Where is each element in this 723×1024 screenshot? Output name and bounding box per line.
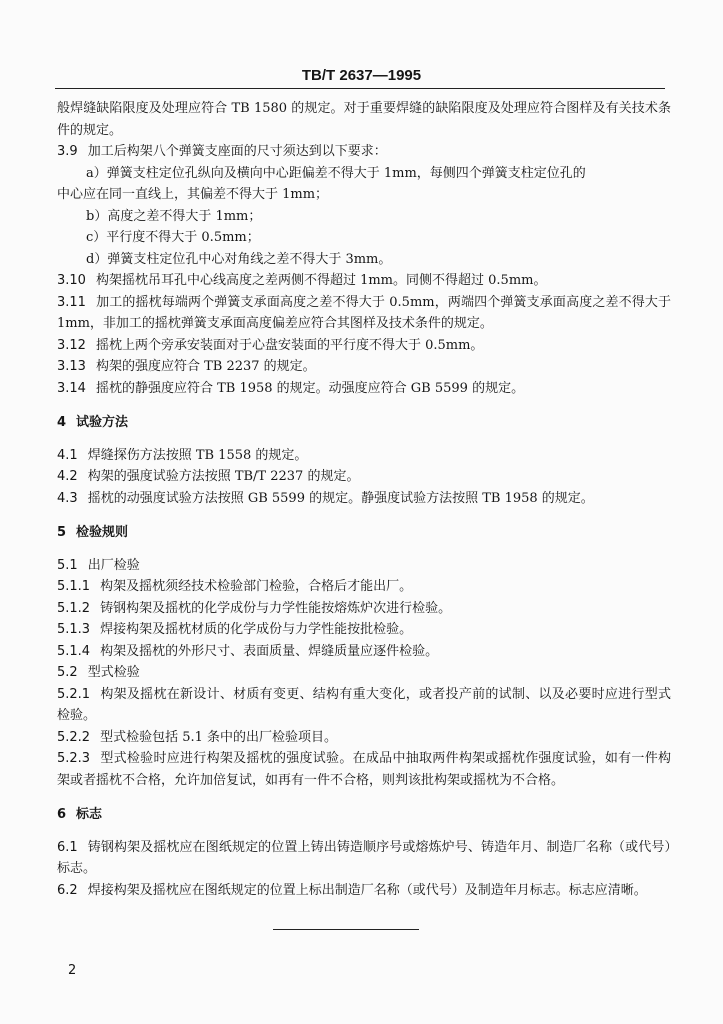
clause <box>57 837 671 880</box>
clause-number: 3.10 <box>57 273 86 288</box>
clause-text: 加工的摇枕每端两个弹簧支承面高度之差不得大于 0.5mm，两端四个弹簧支承面高度之差不得大于 1mm，非加工的摇枕弹簧支承面高度偏差应符合其图样及技术条件的规定。 <box>57 294 671 331</box>
clause-number: 5.2.3 <box>57 751 91 766</box>
clause <box>57 555 671 577</box>
clause-text: 标志 <box>76 807 103 822</box>
clause <box>57 576 671 598</box>
clause-number: 5.2.1 <box>57 686 91 702</box>
clause-text: 型式检验 <box>87 665 140 680</box>
clause-text: 铸钢构架及摇枕应在图纸规定的位置上铸出铸造顺序号或熔炼炉号、铸造年月、制造厂名称（或代号）标志。 <box>57 839 671 876</box>
clause-text: 构架的强度应符合 TB 2237 的规定。 <box>95 359 316 374</box>
clause-number: 5.1.2 <box>57 600 91 616</box>
clause-text: a）弹簧支柱定位孔纵向及横向中心距偏差不得大于 1mm，每侧四个弹簧支柱定位孔的 <box>86 165 586 181</box>
clause <box>57 727 671 749</box>
clause <box>57 356 671 378</box>
clause-text: 构架及摇枕须经技术检验部门检验，合格后才能出厂。 <box>100 579 413 594</box>
clause-text: 型式检验包括 5.1 条中的出厂检验项目。 <box>100 729 338 745</box>
clause-number: 4.1 <box>57 447 78 463</box>
clause-number: 6.1 <box>57 839 78 855</box>
clause <box>57 880 671 902</box>
clause-text: 构架及摇枕的外形尺寸、表面质量、焊缝质量应逐件检验。 <box>100 643 439 659</box>
clause-text: c）平行度不得大于 0.5mm； <box>86 230 260 245</box>
clause-number: 6.2 <box>57 882 78 898</box>
section-heading <box>57 804 671 826</box>
clause-number: 4.2 <box>57 469 78 484</box>
document-body <box>57 98 671 901</box>
page-header: TB/T 2637—1995 <box>301 67 422 84</box>
clause <box>57 488 671 510</box>
list-item <box>57 227 671 249</box>
clause-number: 5.1 <box>57 557 78 573</box>
clause-number: 4 <box>57 415 67 430</box>
clause-number: 4.3 <box>57 490 78 506</box>
clause-text: 构架的强度试验方法按照 TB/T 2237 的规定。 <box>87 469 360 484</box>
clause-text: 出厂检验 <box>87 557 140 573</box>
clause-number: 3.9 <box>57 144 78 159</box>
clause-number: 3.14 <box>57 380 86 396</box>
page-number: 2 <box>68 963 77 978</box>
clause <box>57 662 671 684</box>
paragraph <box>57 184 671 206</box>
header-rule <box>55 88 665 89</box>
list-item <box>57 249 671 271</box>
clause <box>57 141 671 163</box>
clause-number: 3.13 <box>57 359 86 374</box>
clause <box>57 335 671 357</box>
section-heading <box>57 412 671 434</box>
clause-number: 5.1.4 <box>57 643 91 659</box>
clause-text: 摇枕的静强度应符合 TB 1958 的规定。动强度应符合 GB 5599 的规定。 <box>95 380 525 396</box>
clause-text: 焊接构架及摇枕材质的化学成份与力学性能按批检验。 <box>100 622 413 637</box>
clause <box>57 598 671 620</box>
clause <box>57 378 671 400</box>
clause-text: 加工后构架八个弹簧支座面的尺寸须达到以下要求： <box>87 144 387 159</box>
clause-number: 5.1.3 <box>57 622 91 637</box>
list-item <box>57 163 671 185</box>
clause-text: 铸钢构架及摇枕的化学成份与力学性能按熔炼炉次进行检验。 <box>100 600 452 616</box>
clause-text: 构架摇枕吊耳孔中心线高度之差两侧不得超过 1mm。同侧不得超过 0.5mm。 <box>95 273 547 288</box>
clause-number: 5.1.1 <box>57 579 91 594</box>
clause-number: 3.12 <box>57 337 86 353</box>
section-heading <box>57 522 671 544</box>
clause-number: 5.2.2 <box>57 729 91 745</box>
clause-text: b）高度之差不得大于 1mm； <box>86 208 262 224</box>
clause-text: 摇枕上两个旁承安装面对于心盘安装面的平行度不得大于 0.5mm。 <box>95 337 484 353</box>
clause <box>57 748 671 791</box>
clause-number: 5 <box>57 525 67 540</box>
paragraph <box>57 98 671 141</box>
clause <box>57 619 671 641</box>
clause <box>57 445 671 467</box>
clause-text: 检验规则 <box>76 525 129 540</box>
clause-text: 摇枕的动强度试验方法按照 GB 5599 的规定。静强度试验方法按照 TB 1958 的规定。 <box>87 490 594 506</box>
clause-number: 6 <box>57 807 67 822</box>
clause-text: 型式检验时应进行构架及摇枕的强度试验。在成品中抽取两件构架或摇枕作强度试验，如有一件构架或者摇枕不合格，允许加倍复试，如再有一件不合格，则判该批构架或摇枕为不合格。 <box>57 751 671 788</box>
clause-text: 焊缝探伤方法按照 TB 1558 的规定。 <box>87 447 308 463</box>
clause-text: 般焊缝缺陷限度及处理应符合 TB 1580 的规定。对于重要焊缝的缺陷限度及处理应符合图样及有关技术条件的规定。 <box>57 101 671 138</box>
clause <box>57 641 671 663</box>
clause <box>57 684 671 727</box>
clause <box>57 466 671 488</box>
clause <box>57 270 671 292</box>
footer-rule <box>273 929 419 930</box>
clause-text: d）弹簧支柱定位孔中心对角线之差不得大于 3mm。 <box>86 251 392 267</box>
list-item <box>57 206 671 228</box>
clause-number: 5.2 <box>57 665 78 680</box>
clause <box>57 292 671 335</box>
clause-number: 3.11 <box>57 294 86 310</box>
clause-text: 焊接构架及摇枕应在图纸规定的位置上标出制造厂名称（或代号）及制造年月标志。标志应清晰。 <box>87 882 647 898</box>
clause-text: 中心应在同一直线上，其偏差不得大于 1mm； <box>57 187 329 202</box>
clause-text: 试验方法 <box>76 415 129 430</box>
clause-text: 构架及摇枕在新设计、材质有变更、结构有重大变化，或者投产前的试制、以及必要时应进行型式检验。 <box>57 686 671 723</box>
